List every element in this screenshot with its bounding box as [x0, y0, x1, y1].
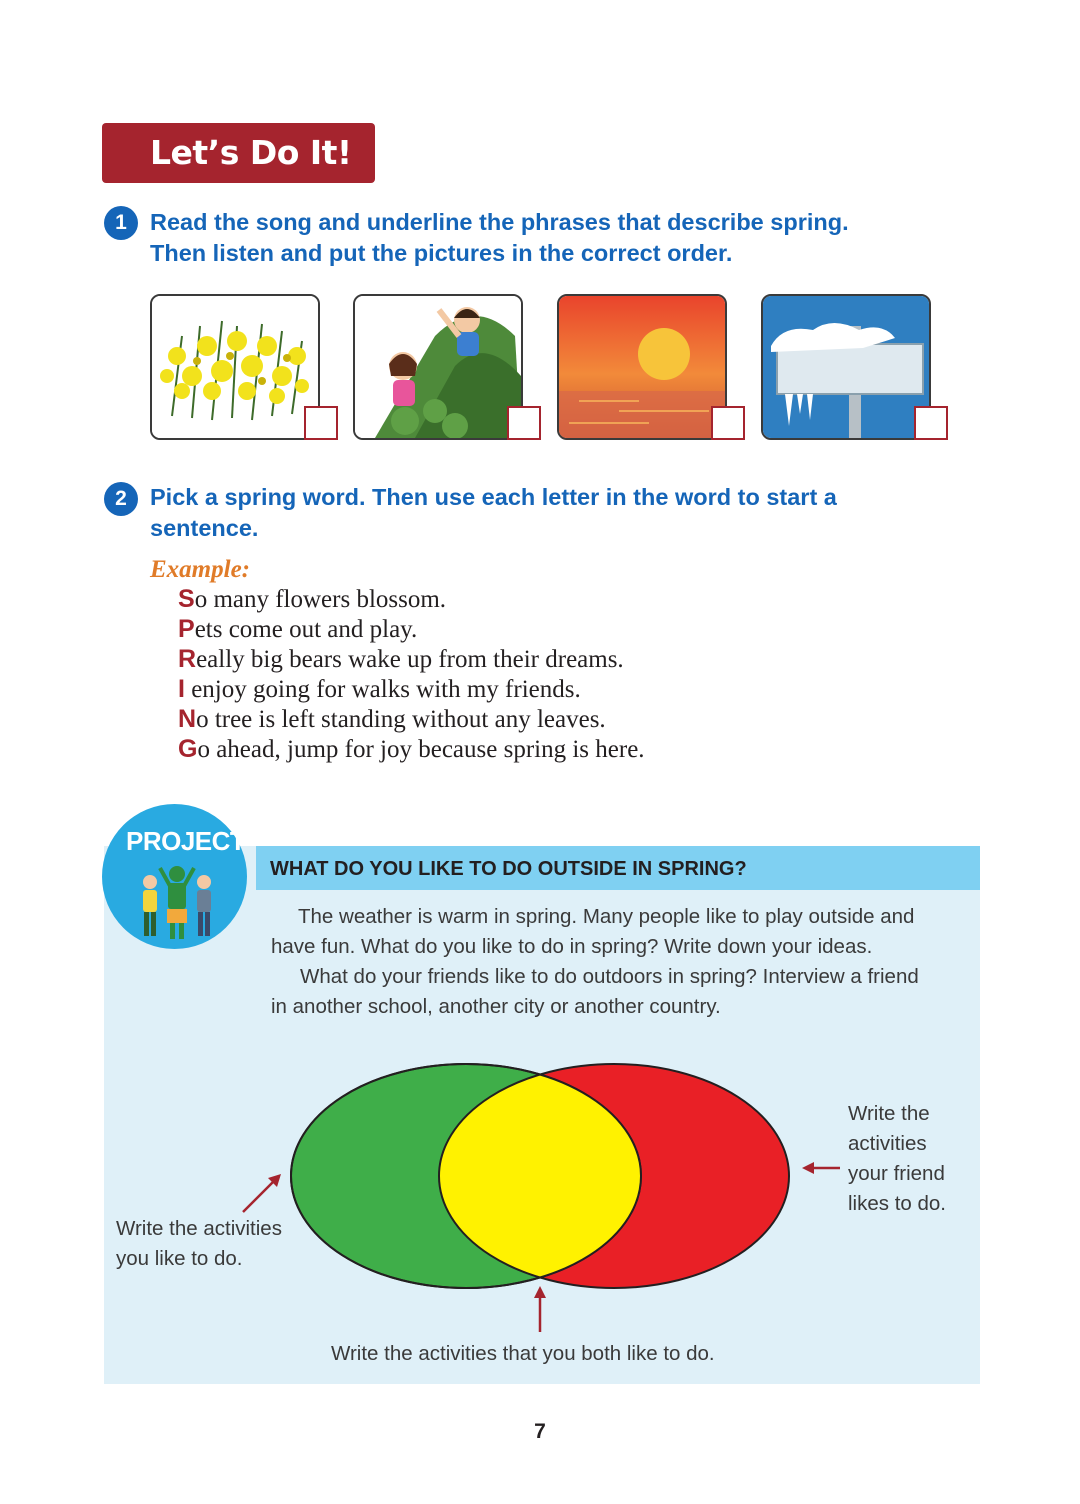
- example-label: Example:: [150, 556, 250, 583]
- acrostic-line: [178, 645, 624, 674]
- project-paragraph-2-line-1: What do your friends like to do outdoors in spring? Interview a friend: [300, 965, 919, 988]
- project-paragraph-2-line-2: in another school, another city or another country.: [271, 995, 721, 1018]
- acrostic-line: [178, 615, 417, 644]
- acrostic-initial: R: [178, 645, 197, 673]
- bottom-note: Write the activities that you both like to do.: [331, 1342, 715, 1365]
- lets-do-it-banner: [102, 123, 375, 183]
- project-paragraph-2-cont: [271, 992, 971, 1022]
- acrostic-initial: G: [178, 735, 198, 763]
- project-paragraph-1: [271, 902, 971, 932]
- left-note-line-2: you like to do.: [116, 1247, 243, 1270]
- left-note-line-1: Write the activities: [116, 1217, 282, 1240]
- task-2-number: 2: [104, 482, 138, 516]
- right-note-line-3: your friend: [848, 1162, 945, 1185]
- acrostic-line: [178, 705, 606, 734]
- snowy-sign-picture: [761, 294, 931, 440]
- acrostic-text: eally big bears wake up from their dreams.: [196, 646, 624, 673]
- project-paragraph-1-cont: [271, 932, 971, 962]
- acrostic-line: [178, 585, 446, 614]
- project-paragraph-1-line-1: The weather is warm in spring. Many people like to play outside and: [298, 905, 915, 928]
- task-2-line-1: Pick a spring word. Then use each letter in the word to start a: [150, 484, 837, 510]
- acrostic-initial: S: [178, 585, 195, 613]
- climbing-picture: [353, 294, 523, 440]
- acrostic-text: o many flowers blossom.: [194, 586, 447, 613]
- acrostic-line: [178, 675, 581, 704]
- order-box-4[interactable]: [914, 406, 948, 440]
- right-note-line-2: activities: [848, 1132, 927, 1155]
- acrostic-text: ets come out and play.: [194, 616, 418, 643]
- acrostic-line: [178, 735, 645, 764]
- task-2-line-2: sentence.: [150, 515, 259, 541]
- right-note-line-4: likes to do.: [848, 1192, 946, 1215]
- children-illustration-icon: [132, 864, 222, 944]
- acrostic-text: enjoy going for walks with my friends.: [184, 676, 581, 703]
- task-1-line-2: Then listen and put the pictures in the correct order.: [150, 240, 733, 266]
- task-1-instruction: [150, 207, 849, 269]
- task-1-number: 1: [104, 206, 138, 240]
- banner-title: Let’s Do It!: [150, 133, 352, 172]
- project-label: PROJECT: [126, 826, 246, 856]
- project-paragraph-2: [271, 962, 971, 992]
- order-box-1[interactable]: [304, 406, 338, 440]
- flowers-picture: [150, 294, 320, 440]
- task-1-line-1: Read the song and underline the phrases that describe spring.: [150, 209, 849, 235]
- acrostic-initial: N: [178, 705, 197, 733]
- page-number: 7: [534, 1420, 546, 1443]
- task-2-instruction: [150, 482, 837, 544]
- project-heading: WHAT DO YOU LIKE TO DO OUTSIDE IN SPRING?: [270, 858, 747, 880]
- right-note-line-1: Write the: [848, 1102, 930, 1125]
- left-note: [116, 1214, 282, 1274]
- acrostic-text: o ahead, jump for joy because spring is here.: [197, 736, 645, 763]
- right-note: [848, 1099, 946, 1219]
- order-box-2[interactable]: [507, 406, 541, 440]
- order-box-3[interactable]: [711, 406, 745, 440]
- sunset-picture: [557, 294, 727, 440]
- acrostic-text: o tree is left standing without any leaves.: [196, 706, 606, 733]
- acrostic-initial: I: [178, 675, 185, 703]
- acrostic-initial: P: [178, 615, 195, 643]
- project-paragraph-1-line-2: have fun. What do you like to do in spring? Write down your ideas.: [271, 935, 873, 958]
